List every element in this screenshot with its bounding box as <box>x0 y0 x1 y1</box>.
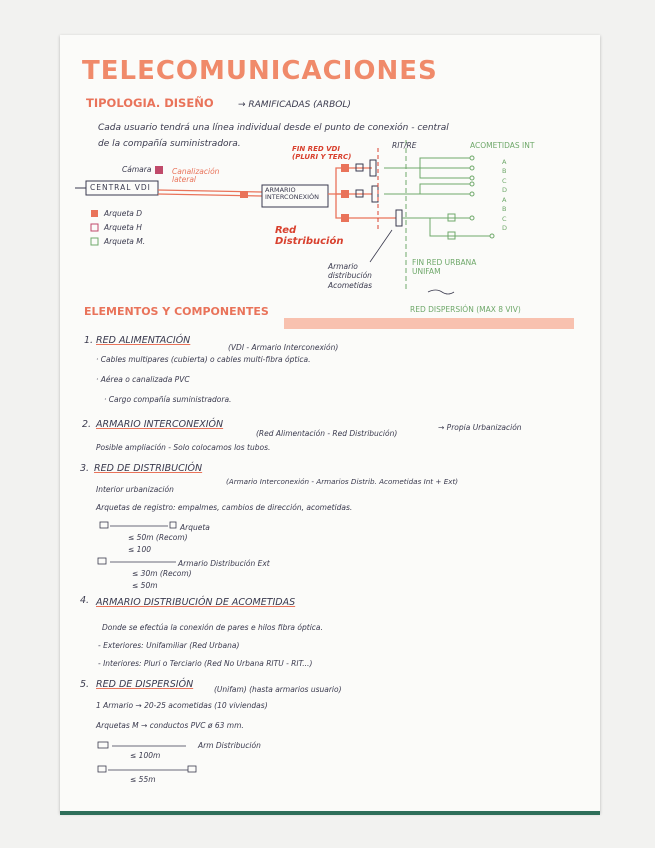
item-heading: RED DE DISTRIBUCIÓN <box>94 463 203 474</box>
item-number: 1. <box>84 335 94 346</box>
armario-dist-label: Armario distribución Acometidas <box>328 262 373 290</box>
highlight-bar <box>284 318 574 329</box>
distance-label: ≤ 100m <box>130 751 161 760</box>
item-line: · Aérea o canalizada PVC <box>96 375 190 384</box>
fin-red-urbana-label: FIN RED URBANA UNIFAM <box>412 258 477 276</box>
item-number: 2. <box>82 419 92 430</box>
distance-label: ≤ 55m <box>130 775 156 784</box>
item-heading: RED ALIMENTACIÓN <box>96 335 191 346</box>
item-heading: ARMARIO INTERCONEXIÓN <box>96 419 224 430</box>
item-number: 4. <box>80 595 90 606</box>
item-line: · Cables multipares (cubierta) o cables multi-fibra óptica. <box>96 355 311 364</box>
fin-red-vdi-label: FIN RED VDI (PLURI Y TERC) <box>292 145 352 162</box>
item-line: Posible ampliación - Solo colocamos los tubos. <box>96 443 271 452</box>
item-side-note: → Propia Urbanización <box>438 423 522 432</box>
item-line: · Cargo compañía suministradora. <box>104 395 232 404</box>
item-line: 1 Armario → 20-25 acometidas (10 viviendas) <box>96 701 268 710</box>
rit-label: RIT/RE <box>392 141 417 150</box>
armario-label: ARMARIO INTERCONEXIÓN <box>265 186 320 202</box>
distance-label: Arm Distribución <box>198 741 261 750</box>
distance-label: ≤ 50m (Recom) <box>128 533 188 542</box>
red-distribucion-label: Red Distribución <box>275 225 344 247</box>
legend-item: Arqueta M. <box>104 237 146 246</box>
camara-label: Cámara <box>122 165 152 174</box>
acometidas-label: ACOMETIDAS INT <box>470 141 535 150</box>
subtitle: TIPOLOGIA. DISEÑO <box>86 96 214 110</box>
page-title: TELECOMUNICACIONES <box>82 56 438 86</box>
intro-text: de la compañía suministradora. <box>98 139 241 149</box>
item-line: Arquetas de registro: empalmes, cambios de dirección, acometidas. <box>96 503 353 512</box>
item-note: (Armario Interconexión - Armarios Distrib. Acometidas Int + Ext) <box>226 477 459 486</box>
canalizacion-label: Canalización lateral <box>172 167 220 185</box>
subtitle-tail: → RAMIFICADAS (ARBOL) <box>238 100 351 110</box>
item-heading: RED DE DISPERSIÓN <box>96 679 194 690</box>
central-label: CENTRAL VDI <box>90 183 151 192</box>
item-note: (Unifam) (hasta armarios usuario) <box>214 685 342 694</box>
section-title: ELEMENTOS Y COMPONENTES <box>84 305 269 318</box>
distance-label: Armario Distribución Ext <box>178 559 270 568</box>
legend-item: Arqueta D <box>104 209 143 218</box>
acometida-letters: A B C D A B C D <box>502 158 508 232</box>
intro-text: Cada usuario tendrá una línea individual desde el punto de conexión - central <box>98 123 449 133</box>
item-note: (VDI - Armario Interconexión) <box>228 343 339 352</box>
item-line: Donde se efectúa la conexión de pares e hilos fibra óptica. <box>102 623 323 632</box>
item-line: Interior urbanización <box>96 485 174 494</box>
arqueta-d-icon <box>240 191 248 198</box>
distance-label: Arqueta <box>180 523 210 532</box>
distance-label: ≤ 50m <box>132 581 158 590</box>
item-number: 3. <box>80 463 90 474</box>
item-line: - Interiores: Pluri o Terciario (Red No Urbana RITU - RIT...) <box>98 659 313 668</box>
item-line: Arquetas M → conductos PVC ø 63 mm. <box>96 721 244 730</box>
item-heading: ARMARIO DISTRIBUCIÓN DE ACOMETIDAS <box>96 597 296 608</box>
distance-label: ≤ 30m (Recom) <box>132 569 192 578</box>
item-note: (Red Alimentación - Red Distribución) <box>256 429 398 438</box>
camara-icon <box>155 166 163 174</box>
distance-label: ≤ 100 <box>128 545 151 554</box>
red-dispersion-label: RED DISPERSIÓN (MAX 8 VIV) <box>410 305 521 314</box>
legend-item: Arqueta H <box>104 223 142 232</box>
item-number: 5. <box>80 679 90 690</box>
item-line: - Exteriores: Unifamiliar (Red Urbana) <box>98 641 240 650</box>
